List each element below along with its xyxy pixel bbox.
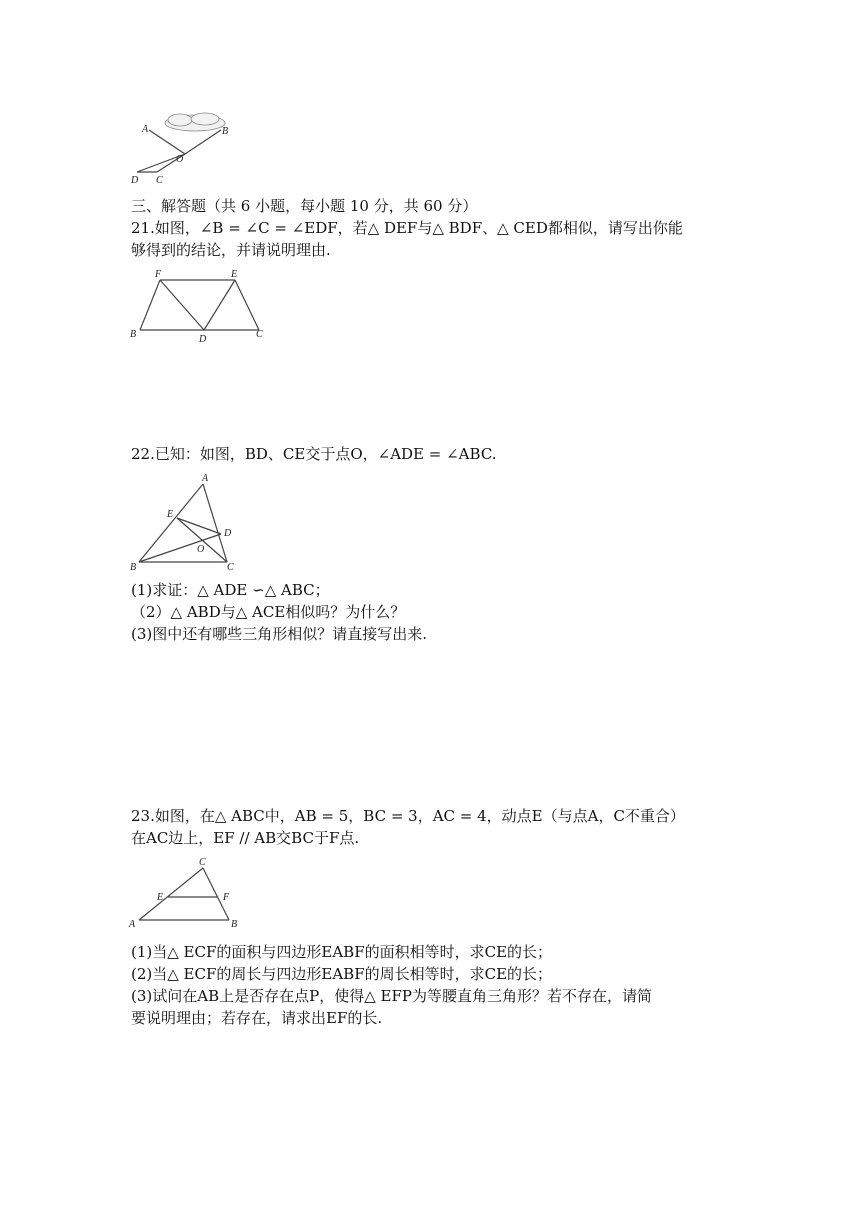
label-f: F (223, 892, 230, 903)
q22-line-1: 22.已知：如图，BD、CE交于点O，∠ADE = ∠ABC. (131, 445, 497, 463)
label-o: O (176, 154, 184, 165)
segment-ec (177, 518, 227, 562)
figure-ao-hourglass (125, 110, 245, 186)
q23-line-2: 在AC边上，EF // AB交BC于F点. (131, 829, 360, 847)
label-a: A (142, 124, 149, 135)
label-o: O (197, 544, 205, 555)
q22-part-1: (1)求证：△ ADE ∽△ ABC； (131, 581, 330, 599)
label-a: A (202, 473, 209, 484)
segment-ao (149, 130, 185, 154)
section-title: 三、解答题（共 6 小题，每小题 10 分，共 60 分） (131, 197, 478, 215)
q21-line-2: 够得到的结论，并请说明理由. (131, 241, 331, 259)
q23-part-2: (2)当△ ECF的周长与四边形EABF的周长相等时，求CE的长； (131, 965, 553, 983)
segment-bf (140, 280, 160, 330)
q22-part-2: （2）△ ABD与△ ACE相似吗？为什么？ (131, 603, 406, 621)
q23-part-1: (1)当△ ECF的面积与四边形EABF的面积相等时，求CE的长； (131, 943, 553, 961)
label-f: F (155, 269, 162, 280)
segment-ob (185, 130, 221, 154)
segment-de (204, 280, 235, 330)
label-d: D (131, 175, 139, 186)
segment-ec (235, 280, 259, 330)
segment-fd (160, 280, 204, 330)
label-c: C (227, 562, 234, 573)
q23-part-3: (3)试问在AB上是否存在点P，使得△ EFP为等腰直角三角形？若不存在，请简 (131, 987, 652, 1005)
q23-line-1: 23.如图，在△ ABC中，AB = 5，BC = 3，AC = 4，动点E（与点A，C不重合） (131, 807, 685, 825)
label-b: B (222, 126, 229, 137)
figure-q21 (125, 266, 275, 346)
label-b: B (130, 329, 137, 340)
label-c: C (256, 329, 263, 340)
label-a: A (129, 919, 136, 930)
label-e: E (157, 892, 164, 903)
label-b: B (130, 562, 137, 573)
cloud-icon (165, 113, 225, 131)
label-d: D (224, 528, 232, 539)
q21-line-1: 21.如图，∠B = ∠C = ∠EDF，若△ DEF与△ BDF、△ CED都相似，请写出你能 (131, 219, 683, 237)
label-c: C (156, 175, 163, 186)
segment-bd (139, 534, 221, 562)
segment-ab (139, 484, 203, 562)
label-e: E (167, 509, 174, 520)
label-b: B (231, 919, 238, 930)
label-d: D (199, 334, 207, 345)
q23-part-4: 要说明理由；若存在，请求出EF的长. (131, 1009, 383, 1027)
segment-ac (203, 484, 227, 562)
figure-q23 (125, 852, 255, 936)
segment-ac (139, 868, 203, 920)
label-c: C (199, 857, 206, 868)
label-e: E (231, 269, 238, 280)
q22-part-3: (3)图中还有哪些三角形相似？请直接写出来. (131, 625, 428, 643)
figure-q22 (125, 470, 245, 574)
